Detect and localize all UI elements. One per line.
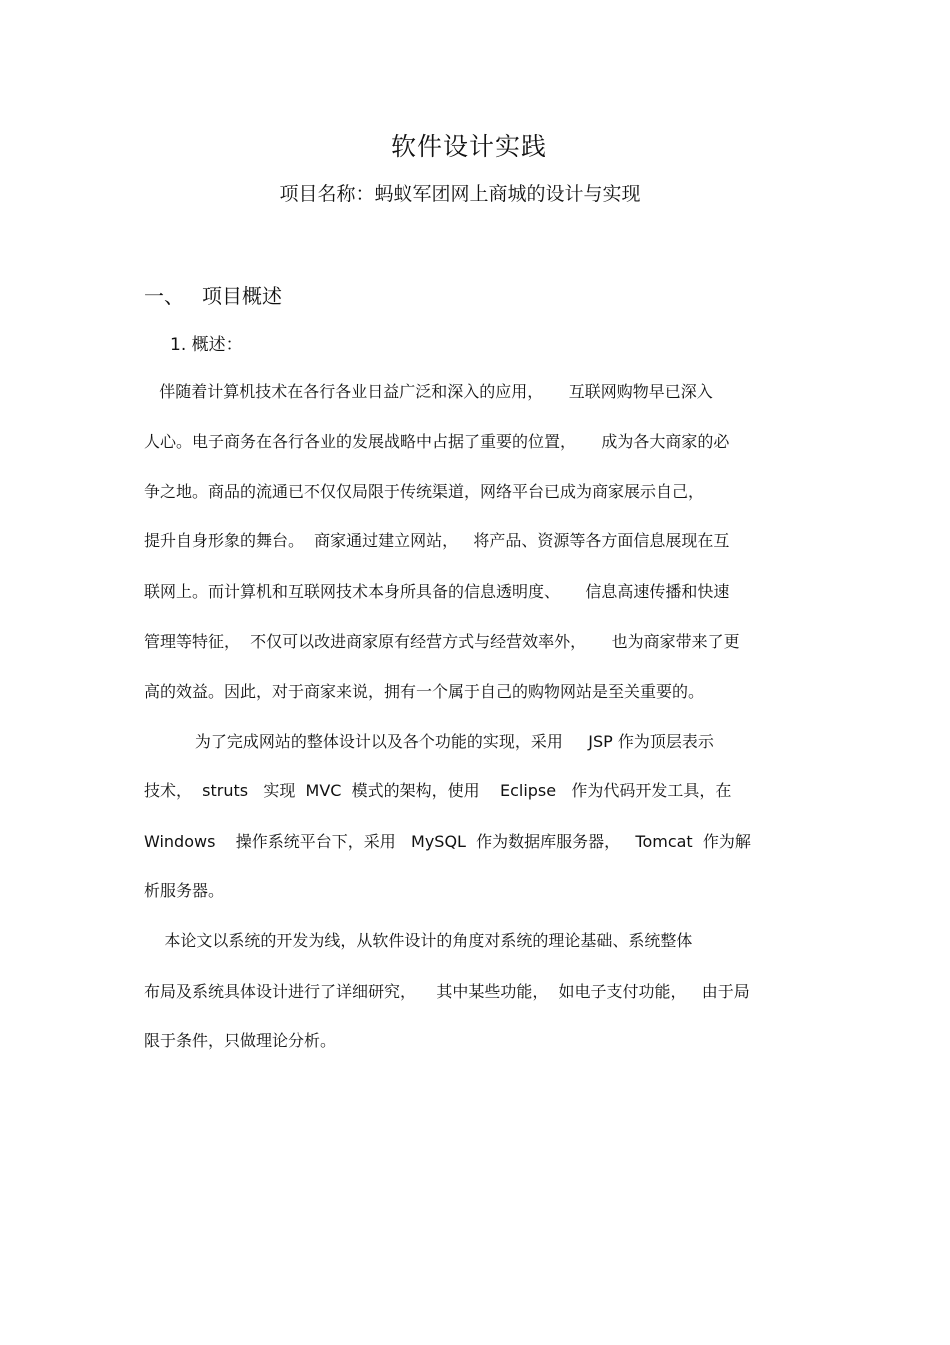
text-line: 布局及系统具体设计进行了详细研究， 其中某些功能， 如电子支付功能， 由于局 [144,982,750,1001]
subsection-heading: 1. 概述： [170,335,243,355]
text-line: 提升自身形象的舞台。 商家通过建立网站， 将产品、资源等各方面信息展现在互 [144,531,730,550]
text-line: Windows 操作系统平台下，采用 MySQL 作为数据库服务器， Tomcat 作为解 [144,832,751,851]
text-line: 技术， struts 实现 MVC 模式的架构，使用 Eclipse 作为代码开发工具，在 [144,781,732,800]
document-title: 软件设计实践 [390,132,547,161]
text-line: 为了完成网站的整体设计以及各个功能的实现，采用 JSP 作为顶层表示 [144,732,714,751]
section-heading [144,282,282,310]
text-line: 争之地。商品的流通已不仅仅局限于传统渠道，网络平台已成为商家展示自己， [144,482,705,501]
text-line: 联网上。而计算机和互联网技术本身所具备的信息透明度、 信息高速传播和快速 [144,582,730,601]
text-line: 本论文以系统的开发为线，从软件设计的角度对系统的理论基础、系统整体 [144,931,693,950]
text-line: 析服务器。 [144,881,225,900]
text-line: 人心。电子商务在各行各业的发展战略中占据了重要的位置， 成为各大商家的必 [144,432,730,451]
section-title: 项目概述 [202,284,282,308]
text-line: 高的效益。因此，对于商家来说，拥有一个属于自己的购物网站是至关重要的。 [144,682,705,701]
text-line: 管理等特征， 不仅可以改进商家原有经营方式与经营效率外， 也为商家带来了更 [144,632,740,651]
project-name: 项目名称：蚂蚁军团网上商城的设计与实现 [279,183,641,205]
text-line: 伴随着计算机技术在各行各业日益广泛和深入的应用， 互联网购物早已深入 [144,382,713,401]
section-number: 一、 [144,284,184,308]
text-line: 限于条件，只做理论分析。 [144,1031,337,1050]
